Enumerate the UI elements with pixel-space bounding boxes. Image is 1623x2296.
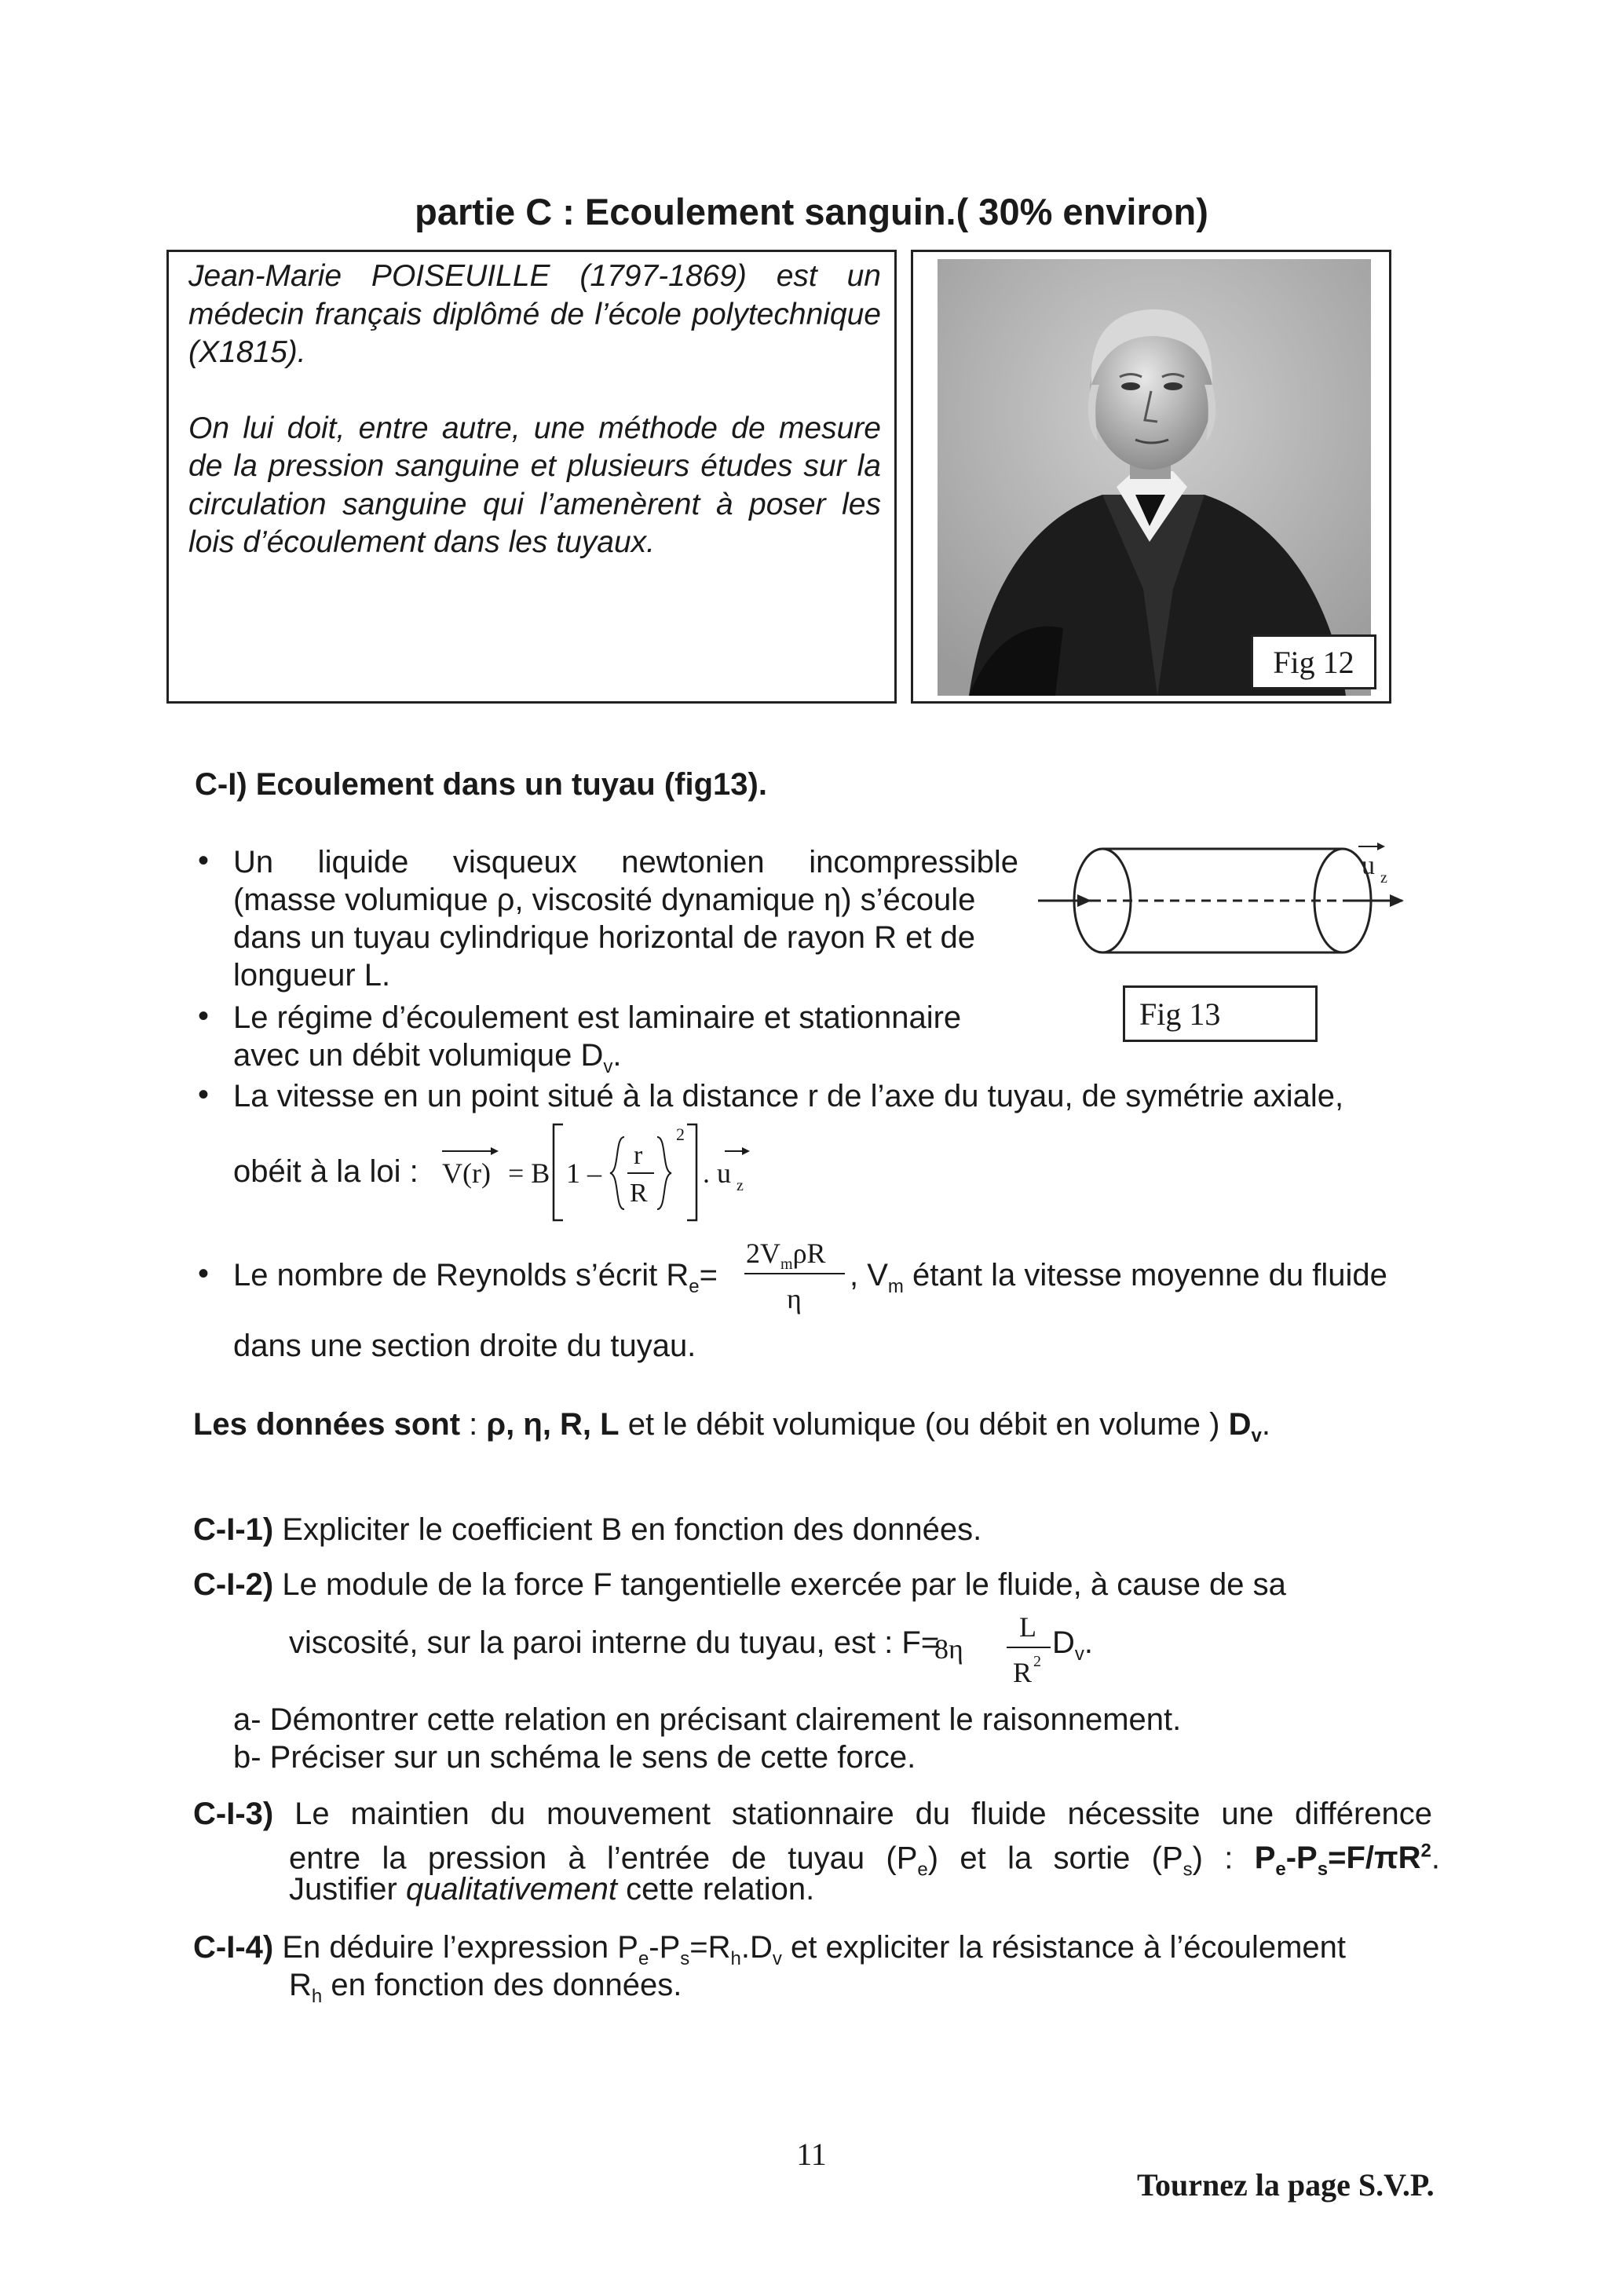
bullet-dot: •	[198, 843, 210, 878]
bullet-dot: •	[198, 1077, 210, 1112]
formula-v-num: r	[634, 1141, 643, 1170]
page-title: partie C : Ecoulement sanguin.( 30% environ)	[415, 191, 1208, 232]
bullet3-line2: obéit à la loi :	[233, 1154, 419, 1189]
question-c-i-3-line3: Justifier qualitativement cette relation.	[289, 1872, 815, 1907]
biography-paragraph-2: On lui doit, entre autre, une méthode de mesure de la pression sanguine et plusieurs études sur la circulation sanguine qui l’amenèrent à poser les lois d’écoulement dans les tuyaux.	[188, 411, 881, 559]
bullet2-line2: avec un débit volumique $D_v$.	[233, 1038, 622, 1077]
force-num: L	[1019, 1611, 1036, 1643]
force-coef: 8η	[934, 1633, 963, 1665]
force-den-exp: 2	[1033, 1653, 1041, 1670]
bullet-dot: •	[198, 1256, 210, 1291]
question-c-i-2-a: a- Démontrer cette relation en précisant clairement le raisonnement.	[233, 1702, 1182, 1737]
fig13-label: Fig 13	[1123, 985, 1318, 1042]
biography-text	[188, 258, 881, 600]
force-den: R	[1013, 1657, 1033, 1688]
velocity-formula	[436, 1115, 773, 1233]
reynolds-fraction	[744, 1233, 854, 1319]
bullet1-line4: longueur L.	[233, 958, 391, 993]
fig13-vector-label: u	[1362, 851, 1375, 880]
formula-v-one-minus: 1 –	[566, 1157, 601, 1189]
question-c-i-4-line2: $R_h$ en fonction des données.	[289, 1968, 682, 2007]
question-c-i-1: C-I-1) Expliciter le coefficient B en fonction des données.	[193, 1512, 982, 1547]
bullet1-line1: Un liquide visqueux newtonien incompressible	[233, 845, 1018, 879]
formula-v-eq: = B	[508, 1157, 550, 1189]
bullet-dot: •	[198, 999, 210, 1033]
fig13-pipe-diagram	[1029, 832, 1413, 974]
donnees-line: Les données sont : ρ, η, R, L et le débit volumique (ou débit en volume ) $D_v$.	[193, 1407, 1270, 1446]
bullet4-line2: dans une section droite du tuyau.	[233, 1329, 696, 1363]
formula-v-vec-sub: z	[737, 1177, 744, 1194]
formula-v-den: R	[630, 1179, 648, 1208]
bullet4-line1-b: , $V_m$ étant la vitesse moyenne du fluide	[850, 1258, 1387, 1297]
formula-v-lhs: V(r)	[442, 1157, 491, 1189]
bullet3-line1: La vitesse en un point situé à la distance r de l’axe du tuyau, de symétrie axiale,	[233, 1079, 1344, 1113]
section-heading: C-I) Ecoulement dans un tuyau (fig13).	[195, 767, 767, 802]
fig12-label: Fig 12	[1251, 634, 1376, 689]
question-c-i-4: C-I-4) En déduire l’expression $P_e-P_s=R_h.D_v$ et expliciter la résistance à l’écoulement	[193, 1930, 1347, 1969]
bullet1-line3: dans un tuyau cylindrique horizontal de rayon R et de	[233, 920, 976, 955]
bullet2-line1: Le régime d’écoulement est laminaire et stationnaire	[233, 1000, 962, 1035]
question-c-i-2: C-I-2) Le module de la force F tangentielle exercée par le fluide, à cause de sa	[193, 1567, 1286, 1602]
formula-v-vec: . u	[703, 1157, 731, 1189]
poiseuille-portrait	[938, 259, 1371, 696]
fig13-vector-sub: z	[1380, 869, 1387, 887]
question-c-i-2-after: $D_v$.	[1052, 1625, 1094, 1665]
bullet4-line1-a: Le nombre de Reynolds s’écrit $R_e=$	[233, 1258, 718, 1297]
question-c-i-2-line2: viscosité, sur la paroi interne du tuyau, est : F=	[289, 1625, 940, 1660]
question-c-i-3-line2: entre la pression à l’entrée de tuyau $(P_e)$ et la sortie $(P_s)$ : $P_e-P_s=F/\pi R^2$.	[289, 1841, 1440, 1881]
question-c-i-3: C-I-3) Le maintien du mouvement stationnaire du fluide nécessite une différence	[193, 1797, 1432, 1831]
formula-v-exp: 2	[676, 1124, 685, 1144]
svg-text:2VmρR: $2V_m\rho R$	[746, 1238, 826, 1273]
page-number: 11	[796, 2137, 827, 2172]
bullet1-line2: (masse volumique ρ, viscosité dynamique η) s’écoule	[233, 883, 976, 917]
question-c-i-2-b: b- Préciser sur un schéma le sens de cette force.	[233, 1740, 916, 1775]
reynolds-den: η	[787, 1283, 802, 1314]
turn-page-note: Tournez la page S.V.P.	[1137, 2167, 1435, 2203]
biography-paragraph-1: Jean-Marie POISEUILLE (1797-1869) est un médecin français diplômé de l’école polytechnique (X1815).	[188, 259, 881, 369]
